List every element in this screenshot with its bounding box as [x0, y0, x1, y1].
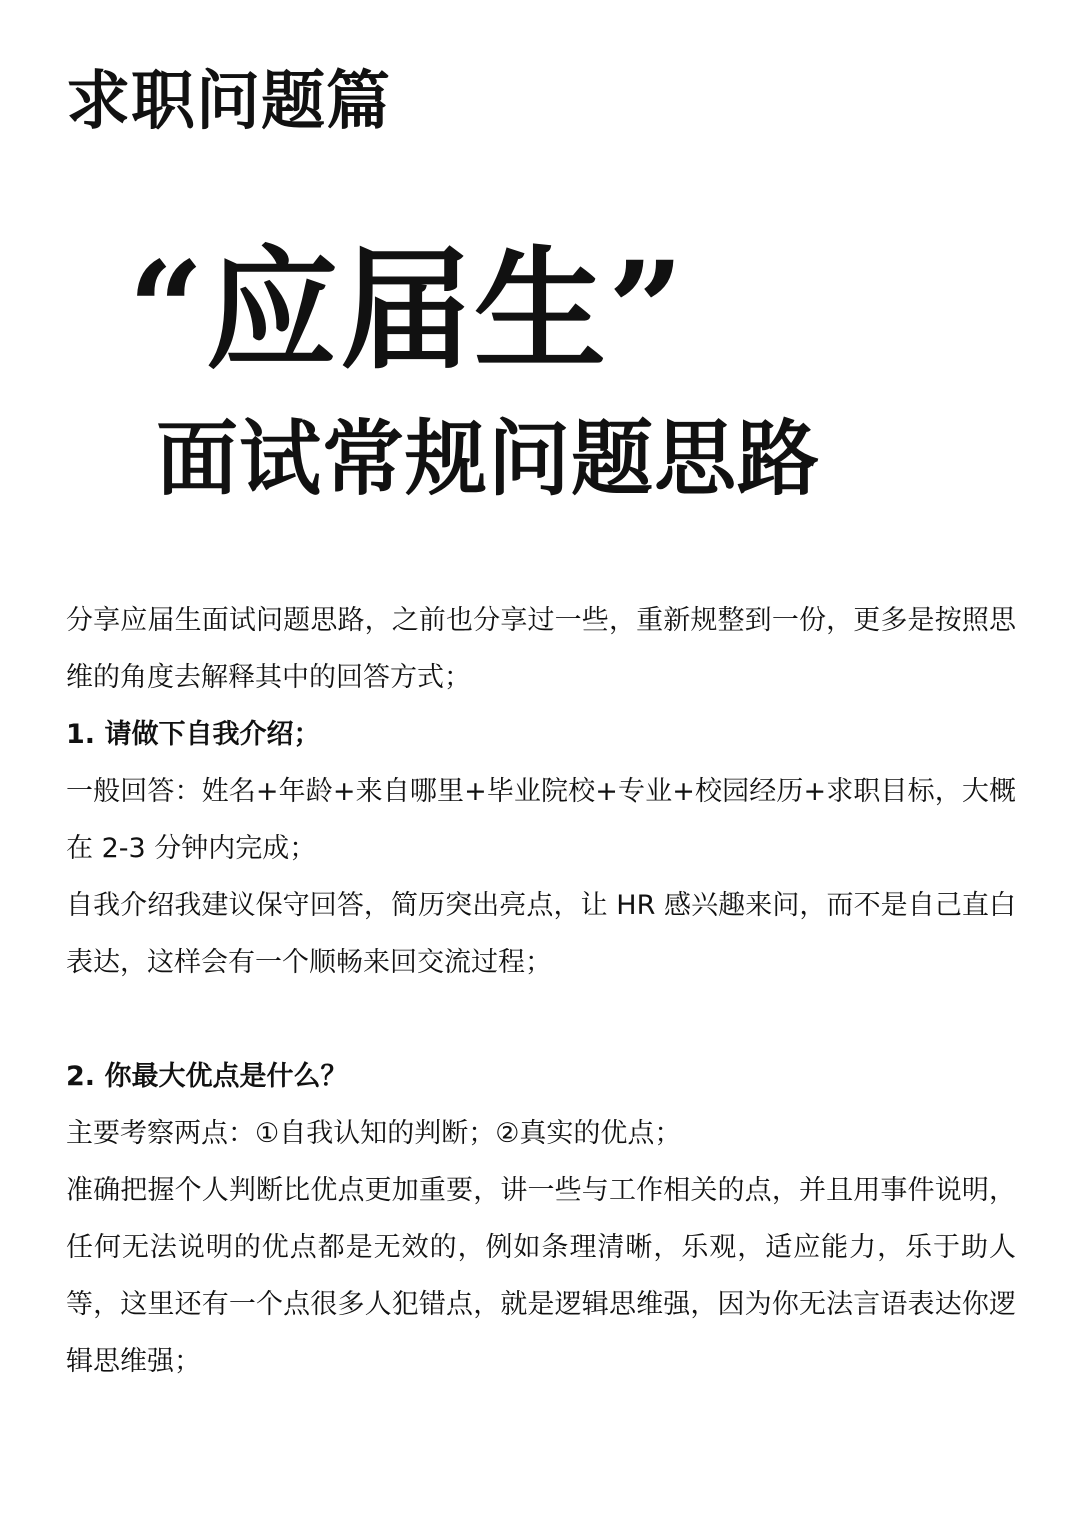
question-2-answer-2: 准确把握个人判断比优点更加重要，讲一些与工作相关的点，并且用事件说明，任何无法说明的优点都是无效的，例如条理清晰，乐观，适应能力，乐于助人等，这里还有一个点很多人犯错点，就是逻辑思维强，因为你无法言语表达你逻辑思维强； — [66, 1175, 1016, 1377]
question-2-title: 2. 你最大优点是什么？ — [66, 1061, 348, 1092]
intro-paragraph: 分享应届生面试问题思路，之前也分享过一些，重新规整到一份，更多是按照思维的角度去解释其中的回答方式； — [66, 605, 1016, 693]
question-1-answer-2: 自我介绍我建议保守回答，简历突出亮点，让 HR 感兴趣来问，而不是自己直白表达，这样会有一个顺畅来回交流过程； — [66, 890, 1016, 978]
category-title: 求职问题篇 — [66, 65, 391, 139]
subtitle: 面试常规问题思路 — [156, 412, 821, 507]
article-body — [66, 592, 1016, 1390]
headline: “应届生” — [128, 233, 686, 388]
question-1-title: 1. 请做下自我介绍； — [66, 719, 321, 750]
section-spacer — [66, 991, 1016, 1048]
question-1-answer-1: 一般回答：姓名+年龄+来自哪里+毕业院校+专业+校园经历+求职目标，大概在 2-3 分钟内完成； — [66, 776, 1016, 864]
question-2-answer-1: 主要考察两点：①自我认知的判断；②真实的优点； — [66, 1118, 682, 1149]
